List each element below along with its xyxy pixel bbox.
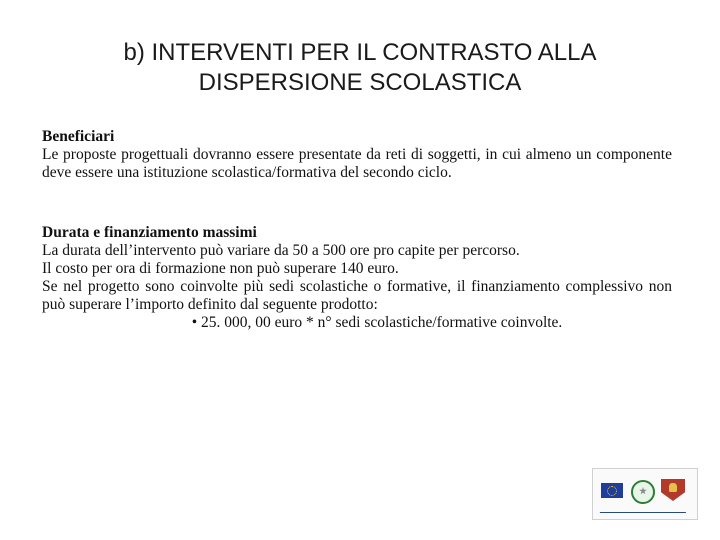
durata-text-line-2: Il costo per ora di formazione non può superare 140 euro.	[42, 260, 399, 277]
footer-logos	[592, 468, 698, 520]
section-heading-beneficiari: Beneficiari	[42, 128, 115, 145]
section-heading-durata: Durata e finanziamento massimi	[42, 224, 257, 241]
eu-flag-icon	[601, 483, 623, 498]
slide-title-line-1: b) INTERVENTI PER IL CONTRASTO ALLA	[123, 39, 597, 66]
slide-title	[40, 38, 680, 98]
section-beneficiari	[42, 128, 672, 182]
italian-republic-emblem-icon	[631, 480, 655, 504]
logo-script-signature	[600, 506, 689, 513]
beneficiari-text: Le proposte progettuali dovranno essere presentate da reti di soggetti, in cui almeno un componente deve essere una istituzione scolastica/formativa del secondo ciclo.	[42, 146, 672, 181]
durata-text-line-1: La durata dell’intervento può variare da 50 a 500 ore pro capite per percorso.	[42, 242, 520, 259]
section-spacer	[42, 182, 672, 224]
durata-text-line-3: Se nel progetto sono coinvolte più sedi scolastiche o formative, il finanziamento complessivo non può superare l’importo definito dal seguente prodotto:	[42, 278, 672, 313]
slide-body	[42, 128, 672, 332]
regional-crest-icon	[661, 479, 685, 501]
slide-title-line-2: DISPERSIONE SCOLASTICA	[198, 69, 522, 96]
section-durata	[42, 224, 672, 332]
formula-bullet: • 25. 000, 00 euro * n° sedi scolastiche/formative coinvolte.	[191, 314, 563, 331]
